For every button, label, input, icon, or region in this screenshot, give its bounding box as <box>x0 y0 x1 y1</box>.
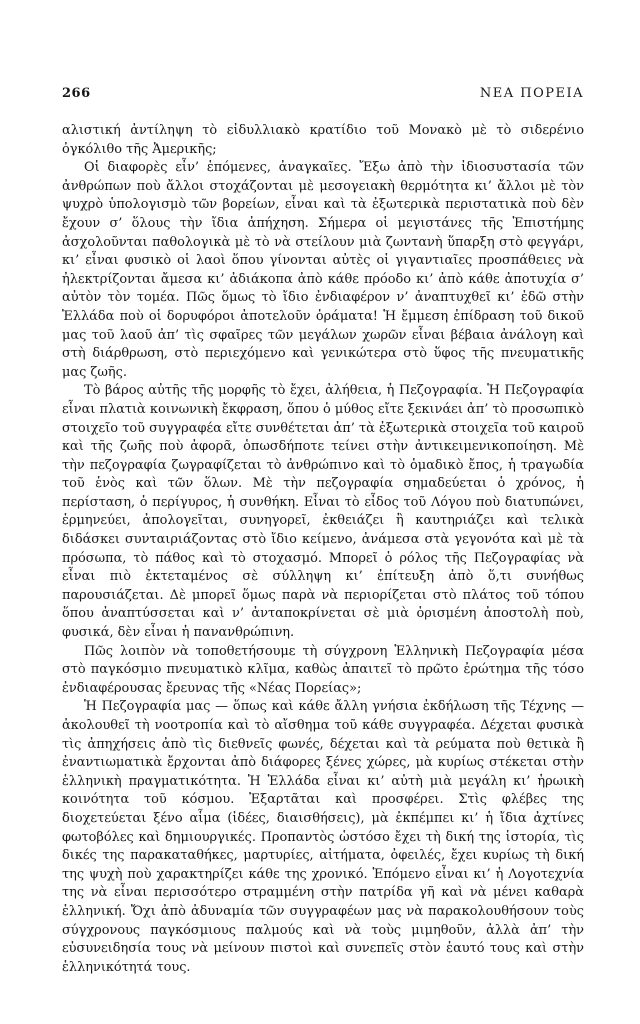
running-head <box>62 86 584 108</box>
paragraph: Πῶς λοιπὸν νὰ τοποθετήσουμε τὴ σύγχρονη Ἑλληνικὴ Πεζογραφία μέσα στὸ παγκόσμιο πνευματικὸ κλῖμα, καθὼς ἀπαιτεῖ τὸ πρῶτο ἐρώτημα τῆς τόσο ἐνδιαφέρουσας ἔρευνας τῆς «Νέας Πορείας»; <box>62 643 584 696</box>
paragraph-continuation: αλιστική ἀντίληψη τὸ εἰδυλλιακὸ κρατίδιο τοῦ Μονακὸ μὲ τὸ σιδερένιο ὀγκόλιθο τῆς Ἀμερικῆς; <box>62 123 584 157</box>
journal-title: ΝΕΑ ΠΟΡΕΙΑ <box>479 86 584 101</box>
article-body <box>62 122 584 977</box>
paragraph: Τὸ βάρος αὐτῆς τῆς μορφῆς τὸ ἔχει, ἀλήθεια, ἡ Πεζογραφία. Ἡ Πεζογραφία εἶναι πλατιὰ κοινωνικὴ ἔκφραση, ὅπου ὁ μύθος εἴτε ξεκινάει ἀπ’ τὸ προσωπικὸ στοιχεῖο τοῦ συγγραφέα εἴτε συνθέτεται ἀπ’ τὰ ἐξωτερικὰ στοιχεῖα τοῦ καιροῦ καὶ τῆς ζωῆς ποὺ ἀφορᾶ, ὁπωσδήποτε τείνει στὴν ἀντικειμενικοποίηση. Μὲ τὴν πεζογραφία ζωγραφίζεται τὸ ἀνθρώπινο καὶ τὸ ὁμαδικὸ ἔπος, ἡ τραγωδία τοῦ ἑνὸς καὶ τῶν ὅλων. Μὲ τὴν πεζογραφία σημαδεύεται ὁ χρόνος, ἡ περίσταση, ὁ περίγυρος, ἡ συνθήκη. Εἶναι τὸ εἶδος τοῦ Λόγου ποὺ διατυπώνει, ἑρμηνεύει, ἀπολογεῖται, συνηγορεῖ, ἐκθειάζει ἢ καυτηριάζει καὶ τελικὰ διδάσκει συνταιριάζοντας στὸ ἴδιο κείμενο, ἀνάμεσα στὰ γεγονότα καὶ μὲ τὰ πρόσωπα, τὸ πάθος καὶ τὸ στοχασμό. Μπορεῖ ὁ ρόλος τῆς Πεζογραφίας νὰ εἶναι πιὸ ἐκτεταμένος σὲ σύλληψη κι’ ἐπίτευξη ἀπὸ ὅ,τι συνήθως παρουσιάζεται. Δὲ μπορεῖ ὅμως παρὰ νὰ περιορίζεται στὸ πλάτος τοῦ τόπου ὅπου ἀναπτύσσεται καὶ ν’ ἀνταποκρίνεται σὲ μιὰ ὁρισμένη ἀποστολὴ ποὺ, φυσικά, δὲν εἶναι ἡ πανανθρώπινη. <box>62 383 584 641</box>
paragraph: Οἱ διαφορὲς εἶν’ ἑπόμενες, ἀναγκαῖες. Ἔξω ἀπὸ τὴν ἰδιοσυστασία τῶν ἀνθρώπων ποὺ ἄλλοι στοχάζονται μὲ μεσογειακὴ θερμότητα κι’ ἄλλοι μὲ τὸν ψυχρὸ ὑπολογισμὸ τῶν βορείων, εἶναι καὶ τὰ ἐξωτερικὰ περιστατικὰ ποὺ δὲν ἔχουν σ’ ὅλους τὴν ἴδια ἀπήχηση. Σήμερα οἱ μεγιστάνες τῆς Ἐπιστήμης ἀσχολοῦνται παθολογικὰ μὲ τὸ νὰ στείλουν μιὰ ζωντανὴ ὕπαρξη στὸ φεγγάρι, κι’ εἶναι φυσικὸ οἱ λαοὶ ὅπου γίνονται αὐτὲς οἱ γιγαντιαῖες προσπάθειες νὰ ἠλεκτρίζονται ἄμεσα κι’ ἀδιάκοπα ἀπὸ κάθε πρόοδο κι’ ἀπὸ κάθε ἀποτυχία σ’ αὐτὸν τὸν τομέα. Πῶς ὅμως τὸ ἴδιο ἐνδιαφέρον ν’ ἀναπτυχθεῖ κι’ ἐδῶ στὴν Ἑλλάδα ποὺ οἱ δορυφόροι ἀποτελοῦν ὁράματα! Ἡ ἔμμεση ἐπίδραση τοῦ δικοῦ μας τοῦ λαοῦ ἀπ’ τὶς σφαῖρες τῶν μεγάλων χωρῶν εἶναι βέβαια ἀνάλογη καὶ στὴ διάρθρωση, στὸ περιεχόμενο καὶ γενικώτερα στὸ ὕφος τῆς πνευματικῆς μας ζωῆς. <box>62 160 584 380</box>
page-number: 266 <box>62 86 91 101</box>
page <box>62 86 584 977</box>
paragraph: Ἡ Πεζογραφία μας — ὅπως καὶ κάθε ἄλλη γνήσια ἐκδήλωση τῆς Τέχνης — ἀκολουθεῖ τὴ νοοτροπία καὶ τὸ αἴσθημα τοῦ κάθε συγγραφέα. Δέχεται φυσικὰ τὶς ἀπηχήσεις ἀπὸ τὶς διεθνεῖς φωνές, δέχεται καὶ τὰ ρεύματα ποὺ θετικὰ ἢ ἐναντιωματικὰ ἔρχονται ἀπὸ διάφορες ξένες χώρες, μὰ κυρίως στέκεται στὴν ἑλληνικὴ πραγματικότητα. Ἡ Ἑλλάδα εἶναι κι’ αὐτὴ μιὰ μεγάλη κι’ ἡρωικὴ κοινότητα τοῦ κόσμου. Ἐξαρτᾶται καὶ προσφέρει. Στὶς φλέβες της διοχετεύεται ξένο αἷμα (ἰδέες, διαισθήσεις), μὰ ἐκπέμπει κι’ ἡ ἴδια ἀχτίνες φωτοβόλες καὶ δημιουργικές. Προπαντὸς ὡστόσο ἔχει τὴ δική της ἱστορία, τὶς δικές της παρακαταθήκες, μαρτυρίες, αἰτήματα, ὀφειλές, ἔχει κυρίως τὴ δική της ψυχὴ ποὺ χαρακτηρίζει κάθε της χρονικό. Ἑπόμενο εἶναι κι’ ἡ Λογοτεχνία της νὰ εἶναι περισσότερο στραμμένη στὴν πατρίδα γῆ καὶ νὰ μένει καθαρὰ ἑλληνική. Ὄχι ἀπὸ ἀδυναμία τῶν συγγραφέων μας νὰ παρακολουθήσουν τοὺς σύγχρονους παγκόσμιους παλμούς καὶ νὰ τοὺς μιμηθοῦν, ἀλλὰ ἀπ’ τὴν εὐσυνειδησία τους νὰ μείνουν πιστοὶ καὶ συνεπεῖς στὸν ἑαυτό τους καὶ στὴν ἑλληνικότητά τους. <box>62 699 584 975</box>
